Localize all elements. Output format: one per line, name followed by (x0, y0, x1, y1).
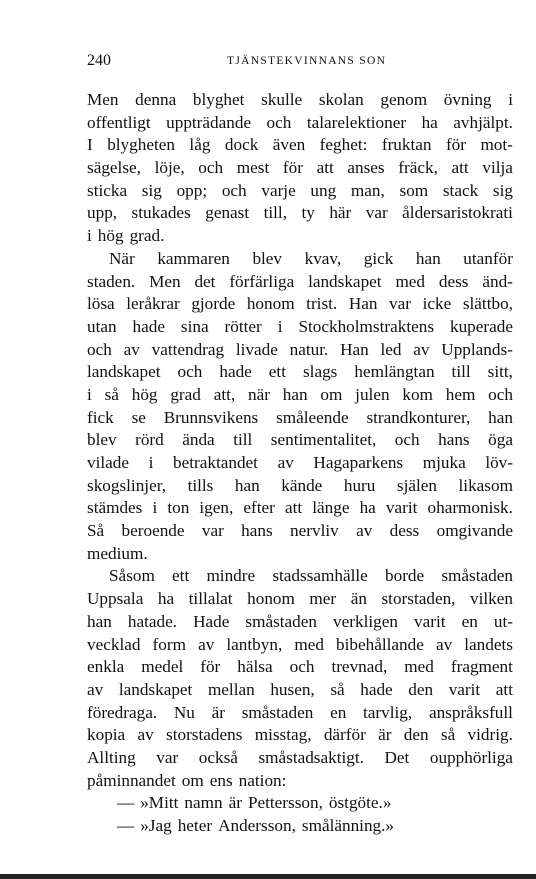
text-line: enkla medel för hälsa och trevnad, med fragment (87, 657, 513, 677)
running-title: TJÄNSTEKVINNANS SON (227, 55, 387, 67)
text-line: han hatade. Hade småstaden verkligen varit en ut- (87, 611, 513, 631)
text-line: utan hade sina rötter i Stockholmstraktens kuperade (87, 316, 513, 336)
text-line: vilade i betraktandet av Hagaparkens mjuka löv- (87, 453, 513, 472)
body-text (87, 89, 513, 838)
text-line: fick se Brunnsvikens småleende strandkonturer, han (87, 407, 513, 427)
text-line: offentligt uppträdande och talarelektioner ha avhjälpt. (87, 112, 513, 132)
text-line: medium. (87, 543, 148, 563)
page-number: 240 (87, 52, 111, 69)
text-line: i hög grad. (87, 226, 165, 246)
text-line: När kammaren blev kvav, gick han utanför (109, 248, 513, 268)
text-line: Så beroende var hans nervliv av dess omgivande (87, 521, 513, 541)
text-line: Uppsala ha tillalat honom mer än storstaden, vilken (87, 589, 513, 609)
text-line: staden. Men det förfärliga landskapet med dess änd- (87, 271, 513, 291)
text-line: — »Mitt namn är Pettersson, östgöte.» (117, 793, 392, 813)
text-line: skogslinjer, tills han kände huru själen likasom (87, 475, 513, 495)
text-line: sticka sig opp; och varje ung man, som stack sig (87, 180, 513, 200)
text-line: Såsom ett mindre stadssamhälle borde småstaden (109, 566, 513, 586)
text-line: landskapet och hade ett slags hemlängtan till sitt, (87, 362, 513, 382)
text-line: kopia av storstadens misstag, därför är den så vidrig. (87, 725, 513, 745)
text-line: stämdes i ton igen, efter att länge ha varit oharmonisk. (87, 498, 513, 518)
text-line: I blygheten låg dock även feghet: fruktan för mot- (87, 135, 513, 155)
text-line: upp, stukades genast till, ty här var åldersaristokrati (87, 203, 513, 223)
bottom-border-rule (0, 874, 536, 879)
text-line: och av vattendrag livade natur. Han led av Upplands- (87, 339, 513, 359)
text-line: Allting var också småstadsaktigt. Det oupphörliga (87, 747, 513, 767)
text-line: föredraga. Nu är småstaden en tarvlig, anspråksfull (87, 702, 513, 722)
text-line: blev rörd ända till sentimentalitet, och hans öga (87, 430, 513, 450)
text-line: vecklad form av lantbyn, med bibehållande av landets (87, 634, 513, 654)
text-line: påminnandet om ens nation: (87, 770, 287, 790)
text-line: sägelse, löje, och mest för att anses fräck, att vilja (87, 158, 513, 178)
text-line: lösa leråkrar gjorde honom trist. Han var icke slättbo, (87, 294, 513, 314)
text-line: Men denna blyghet skulle skolan genom övning i (87, 90, 513, 109)
text-line: — »Jag heter Andersson, smålänning.» (117, 816, 395, 835)
text-line: av landskapet mellan husen, så hade den varit att (87, 679, 513, 699)
text-line: i så hög grad att, när han om julen kom hem och (87, 384, 513, 404)
page-header (87, 52, 515, 74)
